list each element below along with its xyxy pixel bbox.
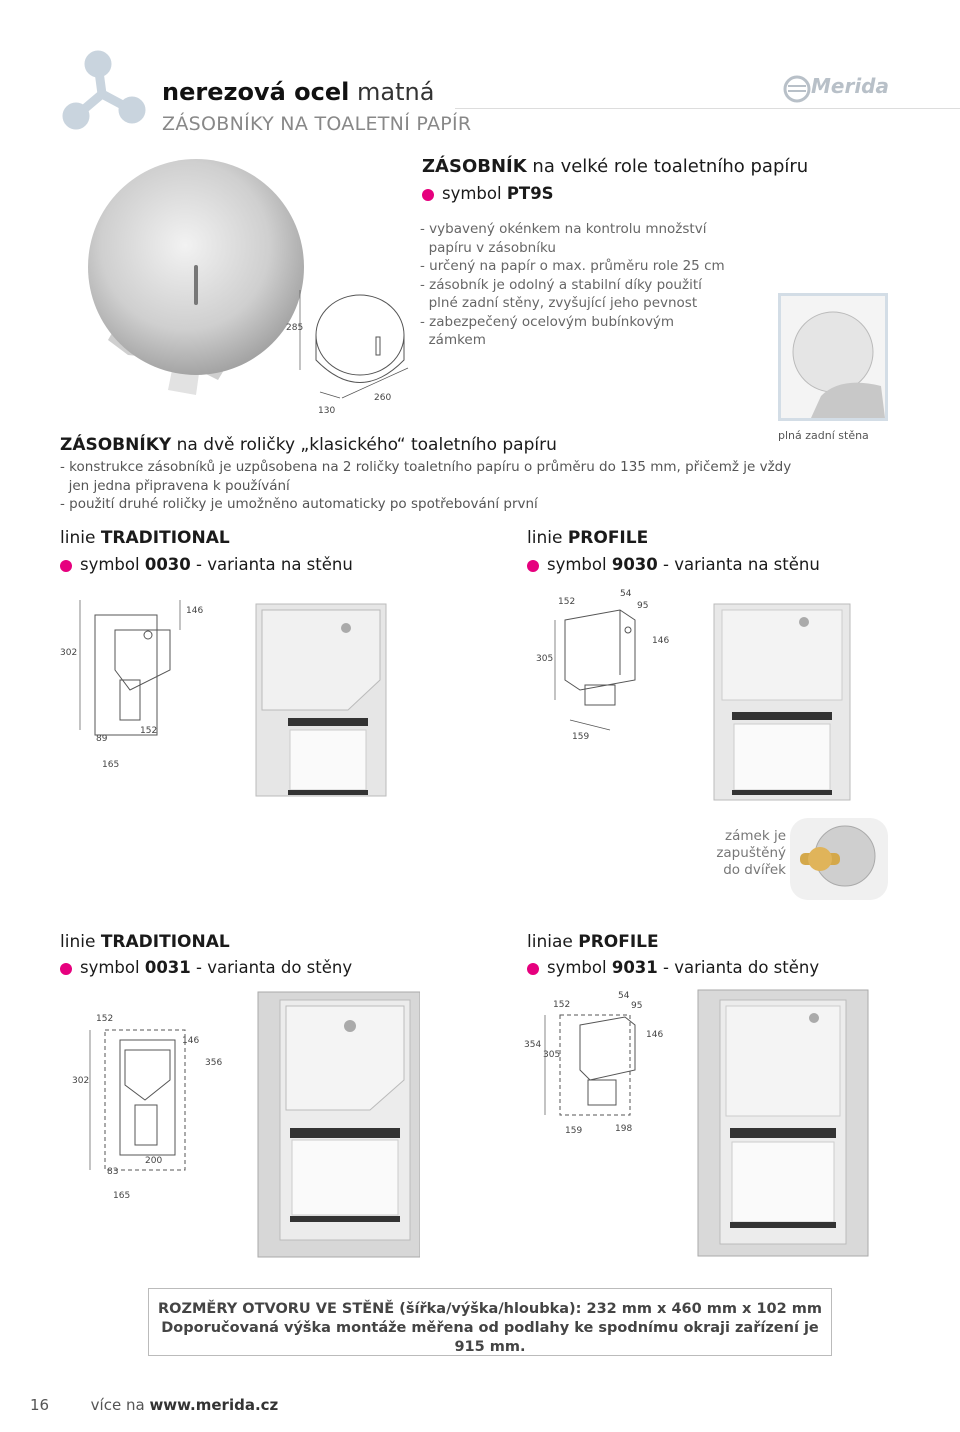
pt9s-heading: ZÁSOBNÍK na velké role toaletního papíru — [422, 156, 809, 177]
product-9031-line: liniae PROFILE — [527, 932, 659, 952]
page-number: 16 — [30, 1396, 50, 1414]
product-0031-symbol: symbol 0031 - varianta do stěny — [60, 958, 352, 977]
pt9s-dim-height: 285 — [286, 323, 304, 333]
dim-9031-h: 198 — [615, 1124, 633, 1134]
dim-0030-c: 89 — [96, 734, 108, 744]
merida-logo — [783, 72, 898, 106]
back-wall-label: plná zadní stěna — [778, 429, 869, 442]
brand-name: Merida — [811, 74, 889, 98]
dim-0031-f: 200 — [145, 1156, 163, 1166]
product-9031-photo — [696, 988, 872, 1260]
dim-9030-b: 54 — [620, 589, 632, 599]
dim-0031-b: 146 — [182, 1036, 200, 1046]
dim-9030-a: 152 — [558, 597, 576, 607]
merida-logo-icon — [783, 75, 811, 103]
key-lock-photo — [790, 818, 888, 900]
pt9s-dimension-drawing — [280, 280, 420, 420]
dim-9030-f: 159 — [572, 732, 590, 742]
pt9s-symbol: symbol PT9S — [422, 184, 554, 203]
product-0030-drawing — [70, 590, 210, 770]
dim-0031-g: 165 — [113, 1191, 131, 1201]
dim-0030-a: 146 — [186, 606, 204, 616]
product-0030-photo — [248, 600, 398, 800]
product-0030-line: linie TRADITIONAL — [60, 528, 230, 548]
pt9s-dim-width: 260 — [374, 393, 392, 403]
page-title: nerezová ocel matná — [162, 78, 435, 106]
product-0030-symbol: symbol 0030 - varianta na stěnu — [60, 555, 353, 574]
bullet-icon — [422, 189, 434, 201]
twin-heading: ZÁSOBNÍKY na dvě roličky „klasického“ toaletního papíru — [60, 435, 557, 455]
dim-0031-a: 152 — [96, 1014, 114, 1024]
header-divider — [455, 108, 960, 109]
dim-9031-e: 354 — [524, 1040, 542, 1050]
product-9030-drawing — [540, 590, 680, 750]
pt9s-dim-depth: 130 — [318, 406, 336, 416]
dim-0030-b: 302 — [60, 648, 78, 658]
dim-9030-e: 305 — [536, 654, 554, 664]
pt9s-description: - vybavený okénkem na kontrolu množství papíru v zásobníku - určený na papír o max. průměru role 25 cm - zásobník je odolný a stabilní díky použití plné zadní stěny, zvyšující jeho pevnost - zabezpečený ocelovým bubínkovým zámkem — [420, 221, 725, 348]
dim-9031-a: 152 — [553, 1000, 571, 1010]
bullet-icon — [527, 963, 539, 975]
brand-molecule-icon — [58, 50, 146, 138]
product-0031-line: linie TRADITIONAL — [60, 932, 230, 952]
page-subtitle: ZÁSOBNÍKY NA TOALETNÍ PAPÍR — [162, 113, 472, 135]
dim-9030-d: 146 — [652, 636, 670, 646]
dim-9031-b: 54 — [618, 991, 630, 1001]
notice-line-2: Doporučovaná výška montáže měřena od podlahy ke spodnímu okraji zařízení je 915 mm. — [161, 1320, 819, 1355]
notice-line-1: ROZMĚRY OTVORU VE STĚNĚ (šířka/výška/hloubka): 232 mm x 460 mm x 102 mm — [158, 1301, 822, 1317]
bullet-icon — [60, 560, 72, 572]
product-9030-symbol: symbol 9030 - varianta na stěnu — [527, 555, 820, 574]
product-9030-photo — [708, 600, 858, 805]
dim-0031-c: 356 — [205, 1058, 223, 1068]
product-0031-photo — [240, 990, 420, 1260]
dim-9030-c: 95 — [637, 601, 649, 611]
dim-0031-d: 302 — [72, 1076, 90, 1086]
dim-0031-e: 83 — [107, 1167, 119, 1177]
footer-more: více na — [90, 1396, 145, 1414]
dim-9031-g: 159 — [565, 1126, 583, 1136]
dim-0030-e: 165 — [102, 760, 120, 770]
back-wall-photo — [778, 293, 888, 421]
page-footer — [30, 1396, 278, 1414]
product-9030-line: linie PROFILE — [527, 528, 649, 548]
footer-url[interactable]: www.merida.cz — [149, 1396, 279, 1414]
dim-9031-d: 146 — [646, 1030, 664, 1040]
dim-0030-d: 152 — [140, 726, 158, 736]
dim-9031-f: 305 — [543, 1050, 561, 1060]
twin-body: - konstrukce zásobníků je uzpůsobena na 2 roličky toaletního papíru o průměru do 135 mm, přičemž je vždy jen jedna připravena k používání - použití druhé roličky je umožněno automaticky po spotřebování první — [60, 459, 792, 513]
wall-opening-notice — [148, 1288, 832, 1356]
product-9031-drawing — [540, 995, 680, 1145]
dim-9031-c: 95 — [631, 1001, 643, 1011]
pt9s-photo — [68, 145, 316, 397]
bullet-icon — [60, 963, 72, 975]
lock-note: zámek je zapuštěný do dvířek — [716, 828, 786, 878]
bullet-icon — [527, 560, 539, 572]
product-9031-symbol: symbol 9031 - varianta do stěny — [527, 958, 819, 977]
